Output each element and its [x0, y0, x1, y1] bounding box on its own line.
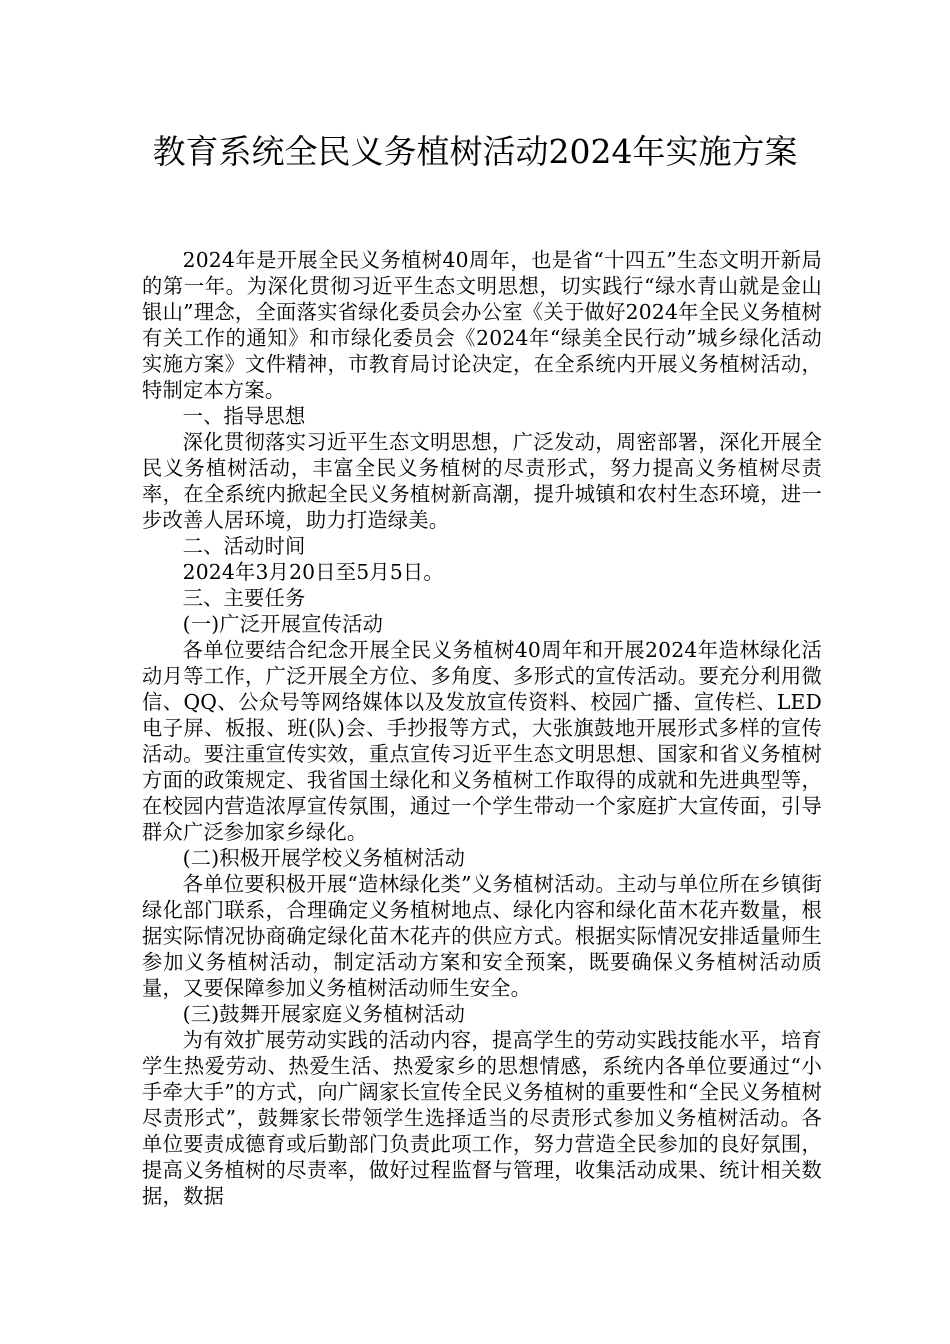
guiding-thought-paragraph: 深化贯彻落实习近平生态文明思想，广泛发动，周密部署，深化开展全民义务植树活动，丰富全民义务植树的尽责形式，努力提高义务植树尽责率，在全系统内掀起全民义务植树新高潮，提升城镇和农村生态环境，进一步改善人居环境，助力打造绿美。	[142, 430, 822, 532]
subsection-heading-school-planting: (二)积极开展学校义务植树活动	[182, 846, 466, 870]
subsection-heading-publicity: (一)广泛开展宣传活动	[182, 612, 384, 636]
section-heading-guiding-thought: 一、指导思想	[182, 404, 306, 428]
document-title: 教育系统全民义务植树活动2024年实施方案	[152, 132, 798, 171]
family-planting-paragraph: 为有效扩展劳动实践的活动内容，提高学生的劳动实践技能水平，培育学生热爱劳动、热爱生活、热爱家乡的思想情感，系统内各单位要通过“小手牵大手”的方式，向广阔家长宣传全民义务植树的重要性和“全民义务植树尽责形式”，鼓舞家长带领学生选择适当的尽责形式参加义务植树活动。各单位要责成德育或后勤部门负责此项工作，努力营造全民参加的良好氛围，提高义务植树的尽责率，做好过程监督与管理，收集活动成果、统计相关数据，数据	[142, 1028, 822, 1208]
subsection-heading-family-planting: (三)鼓舞开展家庭义务植树活动	[182, 1002, 466, 1026]
school-planting-paragraph: 各单位要积极开展“造林绿化类”义务植树活动。主动与单位所在乡镇街绿化部门联系，合理确定义务植树地点、绿化内容和绿化苗木花卉数量，根据实际情况协商确定绿化苗木花卉的供应方式。根据实际情况安排适量师生参加义务植树活动，制定活动方案和安全预案，既要确保义务植树活动质量，又要保障参加义务植树活动师生安全。	[142, 872, 822, 1000]
activity-time-paragraph: 2024年3月20日至5月5日。	[182, 560, 444, 584]
intro-paragraph: 2024年是开展全民义务植树40周年，也是省“十四五”生态文明开新局的第一年。为深化贯彻习近平生态文明思想，切实践行“绿水青山就是金山银山”理念，全面落实省绿化委员会办公室《关于做好2024年全民义务植树有关工作的通知》和市绿化委员会《2024年“绿美全民行动”城乡绿化活动实施方案》文件精神，市教育局讨论决定，在全系统内开展义务植树活动，特制定本方案。	[142, 248, 822, 402]
document-body	[142, 247, 822, 1209]
section-heading-activity-time: 二、活动时间	[182, 534, 306, 558]
publicity-paragraph: 各单位要结合纪念开展全民义务植树40周年和开展2024年造林绿化活动月等工作，广泛开展全方位、多角度、多形式的宣传活动。要充分利用微信、QQ、公众号等网络媒体以及发放宣传资料、校园广播、宣传栏、LED电子屏、板报、班(队)会、手抄报等方式，大张旗鼓地开展形式多样的宣传活动。要注重宣传实效，重点宣传习近平生态文明思想、国家和省义务植树方面的政策规定、我省国土绿化和义务植树工作取得的成就和先进典型等，在校园内营造浓厚宣传氛围，通过一个学生带动一个家庭扩大宣传面，引导群众广泛参加家乡绿化。	[142, 638, 822, 844]
section-heading-main-tasks: 三、主要任务	[182, 586, 306, 610]
